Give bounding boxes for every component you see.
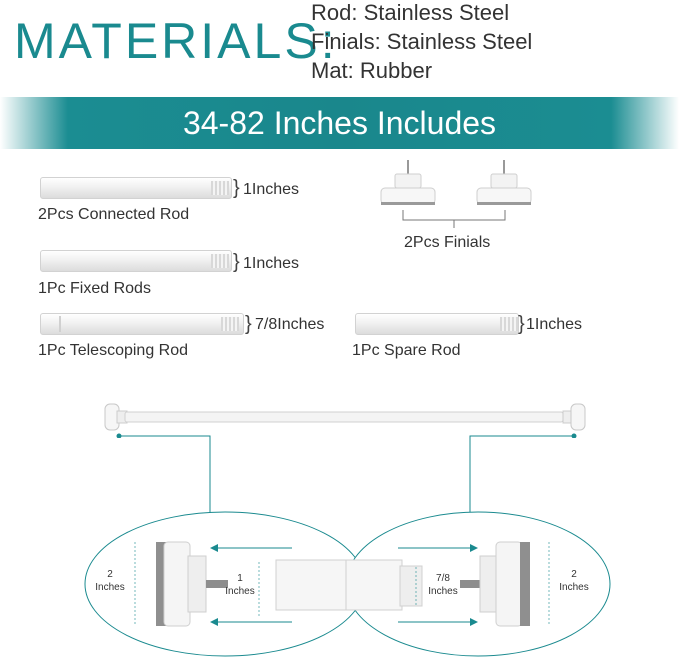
rod-connector — [221, 317, 239, 331]
fixed-rod-caption: 1Pc Fixed Rods — [38, 280, 151, 297]
right-finial-size-unit: Inches — [559, 582, 589, 593]
spec-rod: Rod: Stainless Steel — [311, 0, 510, 25]
right-finial-size — [556, 568, 592, 594]
connected-rod-size: 1Inches — [243, 181, 300, 198]
spec-finials: Finials: Stainless Steel — [311, 29, 533, 54]
includes-banner — [0, 97, 679, 149]
right-rod-size-unit: Inches — [428, 586, 458, 597]
rod-connector — [211, 181, 229, 195]
telescoping-rod-image — [40, 313, 244, 335]
fixed-rod-image — [40, 250, 232, 272]
left-rod-size-value: 1 — [237, 573, 243, 584]
left-rod-size-unit: Inches — [225, 586, 255, 597]
spare-rod-size: 1Inches — [526, 316, 583, 333]
finials-caption: 2Pcs Finials — [404, 234, 491, 251]
telescoping-rod-size: 7/8Inches — [255, 316, 325, 333]
fixed-rod-size: 1Inches — [243, 255, 300, 272]
finial-icon — [477, 160, 531, 205]
materials-title: MATERIALS: — [14, 13, 338, 69]
finial-icon — [381, 160, 435, 205]
rod-connector — [500, 317, 518, 331]
right-finial-size-value: 2 — [571, 569, 577, 580]
connected-rod-caption: 2Pcs Connected Rod — [38, 206, 190, 223]
finials-image — [370, 158, 540, 228]
right-rod-size — [422, 572, 464, 598]
spare-rod-caption: 1Pc Spare Rod — [352, 342, 461, 359]
size-brace-icon: } — [233, 251, 240, 273]
size-brace-icon: } — [518, 313, 525, 335]
left-finial-size-value: 2 — [107, 569, 113, 580]
telescoping-rod-caption: 1Pc Telescoping Rod — [38, 342, 189, 359]
left-finial-size — [92, 568, 128, 594]
rod-joint — [59, 316, 61, 332]
size-brace-icon: } — [233, 177, 240, 199]
spare-rod-image — [355, 313, 519, 335]
size-brace-icon: } — [245, 313, 252, 335]
right-rod-size-value: 7/8 — [436, 573, 450, 584]
connected-rod-image — [40, 177, 232, 199]
banner-title: 34-82 Inches Includes — [182, 105, 497, 141]
left-rod-size — [220, 572, 260, 598]
rod-connector — [211, 254, 229, 268]
left-finial-size-unit: Inches — [95, 582, 125, 593]
spec-mat: Mat: Rubber — [311, 58, 433, 83]
